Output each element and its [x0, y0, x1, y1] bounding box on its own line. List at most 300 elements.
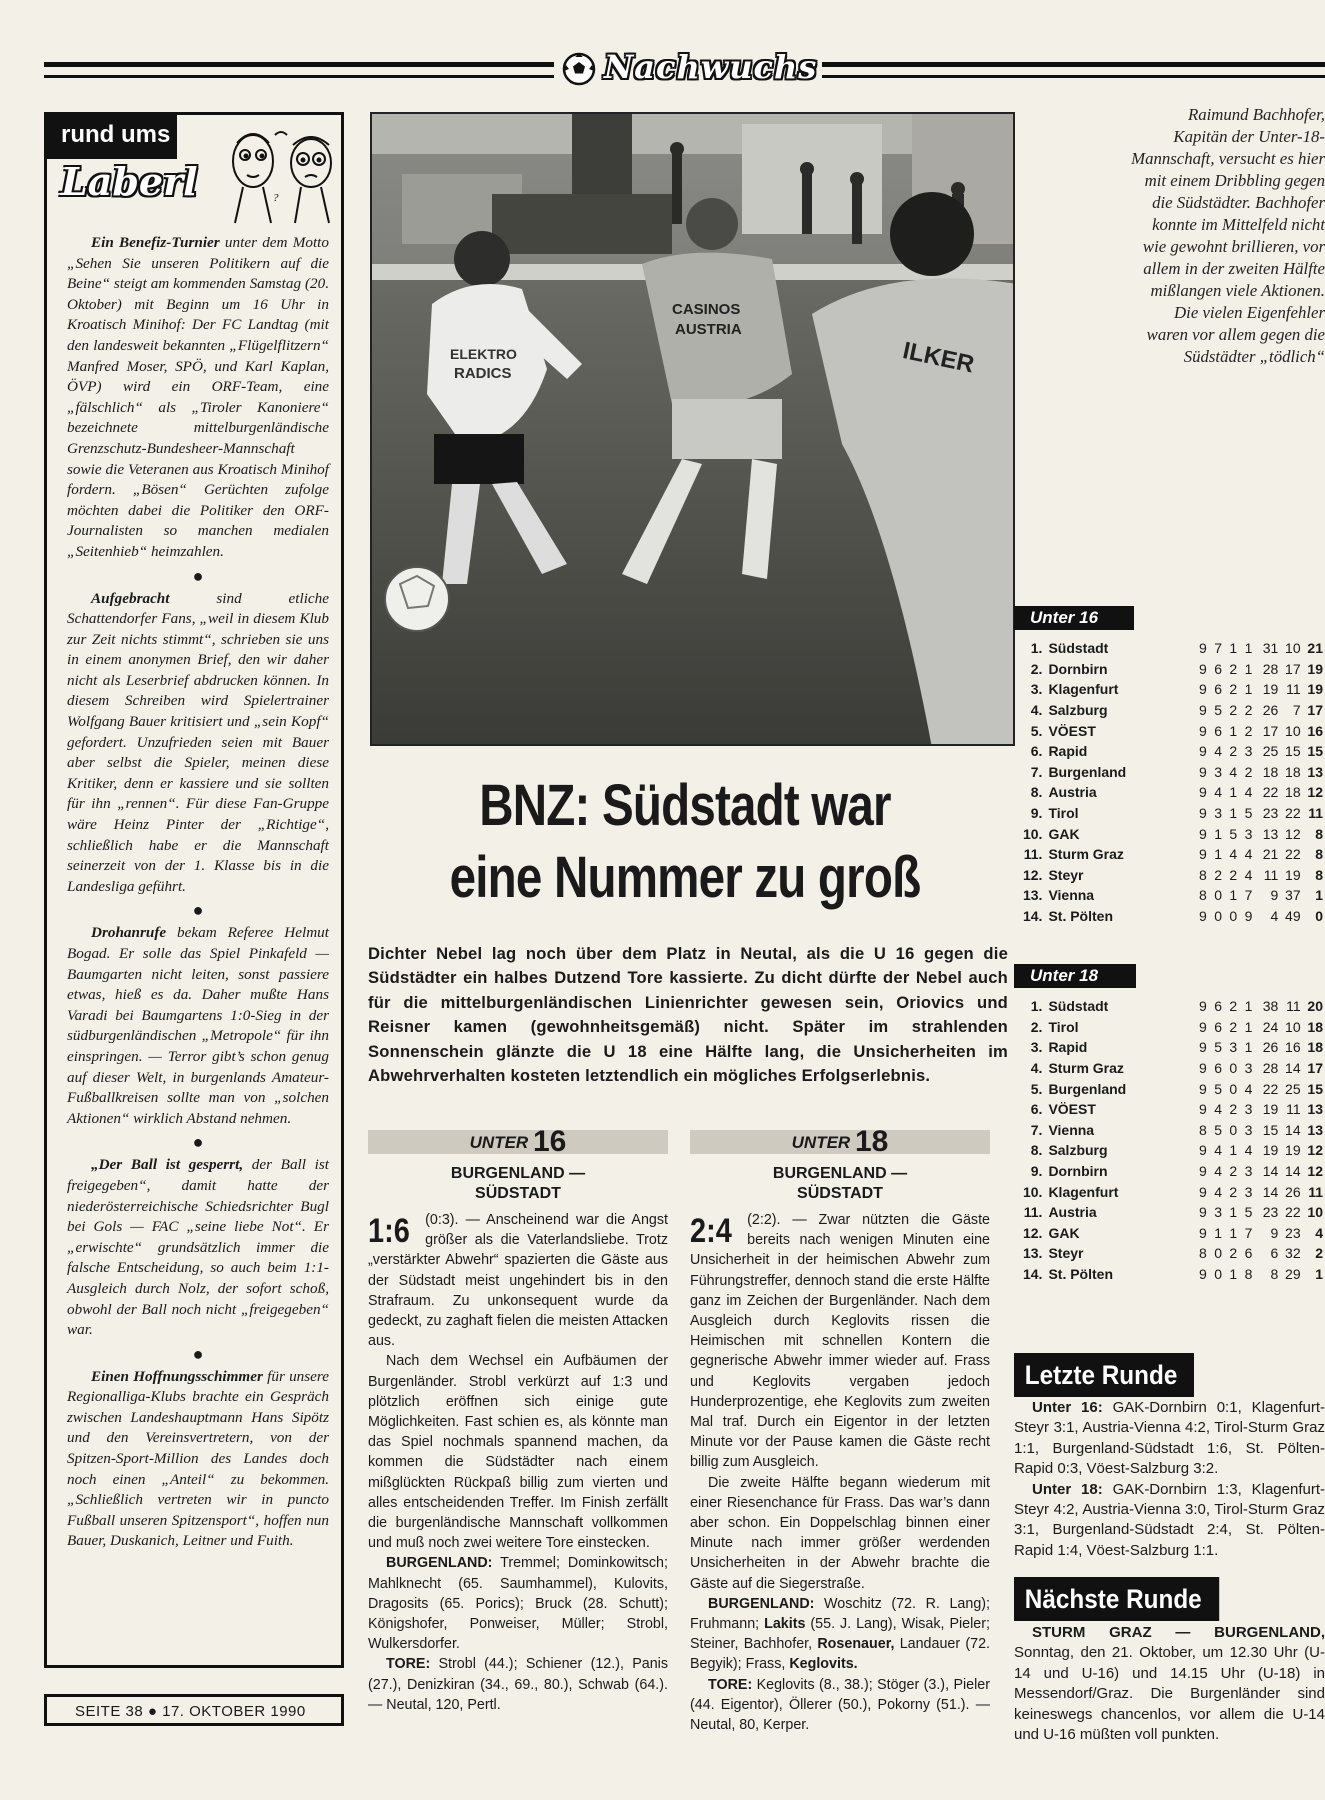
- table-cell: 24: [1262, 1018, 1279, 1035]
- table-row: [1014, 865, 1325, 886]
- table-cell: 9: [1199, 908, 1207, 925]
- table-cell: 4: [1244, 1080, 1253, 1097]
- standings-u16: [1014, 606, 1325, 926]
- table-cell: 1: [1315, 887, 1323, 904]
- table-cell: 38: [1262, 998, 1279, 1015]
- table-cell: VÖEST: [1048, 722, 1096, 739]
- table-cell: 21: [1307, 640, 1323, 657]
- bullet-separator: ●: [192, 1132, 204, 1153]
- table-cell: Vienna: [1048, 1121, 1095, 1138]
- table-cell: 19: [1307, 681, 1323, 698]
- match-tag: [690, 1125, 990, 1158]
- match-body: [368, 1210, 668, 1715]
- match-teams-line-2: SÜDSTADT: [475, 1185, 561, 1202]
- next-round-title: Nächste Runde: [1014, 1577, 1219, 1621]
- lead-paragraph: Dichter Nebel lag noch über dem Platz in Neutal, als die U 16 gegen die Südstädter ein halbes Dutzend Tore kassierte. Zu dicht dürfte der Nebel auch für die mittelburgenländischen Linienrichter gewesen sein, Oriovics und Reisner kamen (gewohnheitsgemäß) nicht. Später im strahlenden Sonnenschein glänzte die U 18 eine Hälfte lang, die Unsicherheiten im Abwehrverhalten kosteten letztendlich ein mögliches Erfolgserlebnis.: [368, 944, 1008, 1086]
- table-cell: 8.: [1030, 1142, 1043, 1159]
- table-cell: 22: [1262, 1080, 1279, 1097]
- table-cell: 3: [1214, 805, 1222, 822]
- table-cell: 15: [1262, 1121, 1279, 1138]
- headline-line-2: eine Nummer zu groß: [449, 845, 921, 910]
- table-cell: 6.: [1030, 1101, 1043, 1118]
- table-cell: 13: [1307, 1121, 1323, 1138]
- table-cell: 1: [1229, 784, 1238, 801]
- table-cell: 5: [1229, 825, 1238, 842]
- table-row: [1014, 844, 1325, 865]
- table-cell: 0: [1229, 908, 1238, 925]
- table-cell: 9: [1199, 681, 1207, 698]
- table-cell: 11.: [1023, 1204, 1043, 1221]
- standings-u18: [1014, 964, 1325, 1284]
- issue-date: 17. OKTOBER 1990: [162, 1703, 306, 1720]
- table-cell: Dornbirn: [1048, 1163, 1108, 1180]
- table-cell: 6: [1214, 660, 1222, 677]
- table-row: [1014, 1202, 1325, 1223]
- standings-table: [1014, 638, 1325, 926]
- table-cell: 9: [1199, 846, 1207, 863]
- table-cell: 22: [1285, 846, 1301, 863]
- table-cell: 15: [1307, 743, 1323, 760]
- table-cell: Dornbirn: [1048, 660, 1108, 677]
- table-row: [1014, 679, 1325, 700]
- table-cell: 12: [1307, 784, 1323, 801]
- table-cell: 14: [1285, 1060, 1301, 1077]
- table-cell: 1: [1244, 681, 1253, 698]
- table-cell: 11: [1286, 998, 1301, 1015]
- table-cell: 2: [1229, 702, 1238, 719]
- table-cell: 8: [1199, 1245, 1207, 1262]
- table-cell: 1: [1244, 660, 1253, 677]
- table-cell: 9: [1199, 640, 1207, 657]
- table-cell: 1: [1229, 1142, 1238, 1159]
- table-cell: 1: [1244, 640, 1253, 657]
- table-cell: 11: [1308, 805, 1323, 822]
- table-cell: 6: [1270, 1245, 1279, 1262]
- table-cell: 9: [1199, 1018, 1207, 1035]
- table-cell: 8: [1199, 887, 1207, 904]
- table-cell: 7.: [1030, 1121, 1043, 1138]
- table-cell: 5: [1214, 1039, 1222, 1056]
- sidebar-item-text: für unsere Regionalliga-Klubs brachte ein Gespräch zwischen Landeshauptmann Hans Sipötz und den Vereinsvertretern, von der Spitzen-Sport-Million des Landes doch noch einen „Anteil“ zu bekommen. „Schließlich vertreten wir in puncto Fußball unseren Spitzensport“, hoffen nun Bauer, Duskanich, Leitner und Fuith.: [67, 1367, 330, 1550]
- table-row: [1014, 1120, 1325, 1141]
- sidebar-items: [67, 233, 329, 1552]
- table-cell: 7: [1214, 640, 1222, 657]
- table-row: [1014, 1058, 1325, 1079]
- table-cell: 6: [1214, 1018, 1222, 1035]
- match-report-u16: [368, 1125, 668, 1715]
- table-row: [1014, 1243, 1325, 1264]
- table-row: [1014, 659, 1325, 680]
- table-cell: 4: [1214, 1142, 1222, 1159]
- table-cell: 2: [1229, 1183, 1238, 1200]
- shirt-text-left-2: RADICS: [454, 365, 512, 382]
- last-round-results: [1014, 1398, 1325, 1561]
- table-cell: 5.: [1030, 1080, 1043, 1097]
- round-label: STURM GRAZ — BURGENLAND,: [1032, 1624, 1325, 1641]
- table-cell: 9: [1199, 702, 1207, 719]
- table-row: [1014, 1264, 1325, 1285]
- match-teams: [368, 1164, 668, 1204]
- table-cell: St. Pölten: [1048, 1266, 1113, 1283]
- table-cell: 22: [1262, 784, 1279, 801]
- last-round-u16: [1014, 1398, 1325, 1480]
- lineup-text: Tremmel; Dominkowitsch; Mahlknecht (65. Saumhammel), Kulovits, Dragosits (65. Porics); Bruck (28. Schutt); Königshofer, Ponweiser, Müller; Strobl, Wulkersdorfer.: [368, 1555, 668, 1653]
- table-cell: 4: [1214, 743, 1222, 760]
- table-cell: 1: [1214, 1224, 1222, 1241]
- table-cell: 11.: [1023, 846, 1043, 863]
- table-cell: 19: [1262, 681, 1279, 698]
- table-cell: 0: [1229, 1060, 1238, 1077]
- table-cell: 5: [1214, 1121, 1222, 1138]
- table-cell: 3: [1214, 1204, 1222, 1221]
- table-cell: 2: [1229, 998, 1238, 1015]
- table-cell: 9: [1270, 887, 1279, 904]
- table-cell: 28: [1262, 660, 1279, 677]
- table-cell: 13: [1307, 1101, 1323, 1118]
- table-cell: 19: [1285, 866, 1301, 883]
- table-cell: 2: [1214, 866, 1222, 883]
- table-cell: 2: [1229, 1163, 1238, 1180]
- table-cell: 9: [1199, 1224, 1207, 1241]
- table-cell: 18: [1307, 1039, 1323, 1056]
- table-cell: 2: [1229, 866, 1238, 883]
- table-cell: 3: [1244, 1060, 1253, 1077]
- table-cell: 5.: [1030, 722, 1043, 739]
- table-cell: 3.: [1030, 681, 1043, 698]
- match-teams-line-1: BURGENLAND —: [772, 1165, 908, 1182]
- table-cell: 13.: [1022, 887, 1043, 904]
- table-cell: 11: [1286, 681, 1301, 698]
- table-cell: 1: [1214, 846, 1222, 863]
- page-footer: [44, 1694, 344, 1726]
- table-cell: Klagenfurt: [1048, 1183, 1119, 1200]
- table-cell: 2: [1229, 1018, 1238, 1035]
- table-row: [1014, 996, 1325, 1017]
- photo-caption: Raimund Bachhofer, Kapitän der Unter-18-Mannschaft, versucht es hier mit einem Dribbling gegen die Südstädter. Bachhofer konnte im Mittelfeld nicht wie gewohnt brillieren, vor allem in der zweiten Hälfte mißlangen viele Aktionen. Die vielen Eigenfehler waren vor allem gegen die Südstädter „tödlich“: [1131, 105, 1325, 366]
- table-cell: 9: [1199, 743, 1207, 760]
- match-goals: [690, 1675, 990, 1736]
- table-cell: 2: [1244, 722, 1253, 739]
- match-score: 1:6: [368, 1212, 410, 1250]
- table-cell: 14: [1285, 1163, 1301, 1180]
- table-cell: 10: [1307, 1204, 1323, 1221]
- table-cell: 8: [1315, 825, 1323, 842]
- table-cell: 0: [1214, 1266, 1222, 1283]
- table-cell: 9: [1270, 1224, 1279, 1241]
- table-cell: Rapid: [1048, 1039, 1088, 1056]
- table-cell: 1: [1229, 640, 1238, 657]
- table-cell: 4: [1229, 846, 1238, 863]
- table-cell: Rapid: [1048, 743, 1088, 760]
- table-row: [1014, 1223, 1325, 1244]
- table-cell: 12: [1307, 1163, 1323, 1180]
- table-cell: 12: [1285, 825, 1301, 842]
- table-cell: 28: [1262, 1060, 1279, 1077]
- table-cell: 26: [1262, 702, 1279, 719]
- match-paragraph: (0:3). — Anscheinend war die Angst größer als die Vaterlandsliebe. Trotz „verstärkter Abwehr“ spazierten die Gäste aus der Südstadt meist ungehindert bis in den Strafraum. Zu unkonsequent wurde da gedeckt, zu zaghaft fielen die meisten Attacken aus.: [368, 1212, 668, 1350]
- table-row: [1014, 638, 1325, 659]
- table-cell: 9: [1199, 998, 1207, 1015]
- footer-bullet: ●: [147, 1703, 158, 1720]
- table-cell: 17: [1262, 722, 1279, 739]
- table-cell: 49: [1285, 908, 1301, 925]
- table-cell: 3: [1214, 763, 1222, 780]
- table-cell: 4: [1270, 908, 1279, 925]
- table-cell: 14: [1285, 1121, 1301, 1138]
- bullet-separator: ●: [192, 565, 204, 586]
- match-teams: [690, 1164, 990, 1204]
- table-row: [1014, 1017, 1325, 1038]
- table-cell: 12.: [1022, 1224, 1043, 1241]
- table-cell: 6: [1214, 998, 1222, 1015]
- table-cell: 7: [1244, 887, 1253, 904]
- table-cell: 4: [1214, 1183, 1222, 1200]
- table-cell: 2: [1229, 660, 1238, 677]
- table-cell: 2: [1244, 763, 1253, 780]
- table-cell: Salzburg: [1048, 702, 1108, 719]
- table-cell: 4.: [1030, 1060, 1043, 1077]
- table-cell: 3: [1244, 825, 1253, 842]
- table-cell: 1: [1229, 1224, 1238, 1241]
- table-cell: 6: [1214, 1060, 1222, 1077]
- table-cell: 12.: [1022, 866, 1043, 883]
- table-cell: 9: [1199, 1142, 1207, 1159]
- lineup-player-bold: Rosenauer,: [817, 1636, 895, 1653]
- table-cell: 0: [1229, 1121, 1238, 1138]
- table-cell: 19: [1285, 1142, 1301, 1159]
- table-cell: 6: [1244, 1245, 1253, 1262]
- table-cell: 32: [1285, 1245, 1301, 1262]
- table-cell: 6.: [1030, 743, 1043, 760]
- table-cell: 3: [1244, 743, 1253, 760]
- svg-text:?: ?: [273, 192, 279, 204]
- table-cell: 1: [1244, 998, 1253, 1015]
- table-row: [1014, 720, 1325, 741]
- match-body: [690, 1210, 990, 1735]
- table-cell: 9: [1199, 1266, 1207, 1283]
- sidebar-item: [67, 589, 329, 898]
- table-cell: 2.: [1030, 660, 1043, 677]
- sidebar-item: [67, 923, 329, 1129]
- table-cell: 3: [1244, 1183, 1253, 1200]
- table-cell: 18: [1285, 784, 1301, 801]
- table-cell: 1: [1229, 1204, 1238, 1221]
- table-cell: 18: [1262, 763, 1279, 780]
- lineup-label: BURGENLAND:: [386, 1555, 493, 1572]
- table-cell: 29: [1285, 1266, 1301, 1283]
- table-cell: 10: [1285, 1018, 1301, 1035]
- round-label: Unter 16:: [1032, 1399, 1103, 1416]
- bullet-separator: ●: [192, 900, 204, 921]
- table-cell: 22: [1285, 1204, 1301, 1221]
- table-cell: 21: [1262, 846, 1279, 863]
- table-cell: 3.: [1030, 1039, 1043, 1056]
- table-cell: 22: [1285, 805, 1301, 822]
- table-cell: VÖEST: [1048, 1101, 1096, 1118]
- table-cell: 9.: [1030, 1163, 1043, 1180]
- table-cell: 12: [1307, 1142, 1323, 1159]
- table-cell: GAK: [1048, 1224, 1080, 1241]
- table-cell: 37: [1285, 887, 1301, 904]
- headline-line-1: BNZ: Südstadt war: [479, 773, 891, 838]
- table-cell: 9: [1199, 1039, 1207, 1056]
- table-cell: 10: [1285, 640, 1301, 657]
- table-cell: 5: [1244, 805, 1253, 822]
- table-cell: Steyr: [1048, 1245, 1084, 1262]
- table-cell: 0: [1315, 908, 1323, 925]
- match-tag-number: 18: [854, 1125, 889, 1158]
- table-cell: Burgenland: [1048, 1080, 1127, 1097]
- table-cell: 9: [1199, 1183, 1207, 1200]
- table-cell: 4: [1244, 784, 1253, 801]
- table-cell: 5: [1214, 1080, 1222, 1097]
- table-cell: 19: [1262, 1142, 1279, 1159]
- sidebar-header: [47, 115, 341, 227]
- table-cell: 7.: [1030, 763, 1043, 780]
- sidebar-title-script: Laberl: [61, 159, 198, 204]
- table-row: [1014, 1161, 1325, 1182]
- match-tag-word: UNTER: [791, 1133, 851, 1152]
- table-cell: 4: [1229, 763, 1238, 780]
- table-cell: 5: [1244, 1204, 1253, 1221]
- table-cell: Burgenland: [1048, 763, 1127, 780]
- table-cell: 11: [1263, 866, 1279, 883]
- sidebar-item-lead: Drohanrufe: [91, 924, 167, 942]
- table-cell: 13.: [1022, 1245, 1043, 1262]
- sidebar-item: [67, 233, 329, 563]
- table-cell: 4: [1315, 1224, 1323, 1241]
- table-cell: 9: [1199, 1060, 1207, 1077]
- next-round-info: [1014, 1623, 1325, 1745]
- table-cell: 4: [1244, 1142, 1253, 1159]
- lineup-text: Woschitz (72. R. Lang); Fruhmann;: [690, 1595, 990, 1633]
- match-tag-number: 16: [532, 1125, 567, 1158]
- table-cell: 14.: [1022, 908, 1043, 925]
- table-cell: Südstadt: [1048, 640, 1109, 657]
- table-cell: Tirol: [1048, 805, 1079, 822]
- sidebar-item: [67, 1367, 329, 1552]
- table-cell: 8: [1270, 1266, 1279, 1283]
- header-rule-right: [822, 62, 1325, 78]
- sidebar-title: rund ums: [61, 121, 171, 148]
- table-cell: 17: [1285, 660, 1301, 677]
- match-paragraph: Nach dem Wechsel ein Aufbäumen der Burgenländer. Strobl verkürzt auf 1:3 und plötzlich eröffnen sich einige gute Möglichkeiten. Fast schien es, als könnte man das Spiel nochmals spannend machen, da kommen die Südstädter nach einem mißglückten Rückpaß billig zum vierten und alles entscheidenden Treffer. Im Finish zerfällt die burgenländische Mannschaft vollkommen und muß noch zwei weitere Tore einstecken.: [368, 1353, 668, 1552]
- header-rule-left: [44, 62, 554, 78]
- table-row: [1014, 823, 1325, 844]
- round-text: GAK-Dornbirn 1:3, Klagenfurt-Steyr 4:2, Austria-Vienna 3:0, Tirol-Sturm Graz 3:1, Burgenland-Südstadt 2:4, St. Pölten-Rapid 1:4, Vöest-Salzburg 1:1.: [1014, 1480, 1325, 1559]
- table-cell: 9: [1199, 805, 1207, 822]
- table-cell: 23: [1262, 805, 1279, 822]
- table-cell: 1: [1229, 805, 1238, 822]
- table-cell: 18: [1307, 1018, 1323, 1035]
- table-cell: 25: [1262, 743, 1279, 760]
- table-cell: 6: [1214, 722, 1222, 739]
- sidebar-item-text: sind etliche Schattendorfer Fans, „weil in diesem Klub zur Zeit nichts stimmt“, schrieben sie uns in einem anonymen Brief, den wir daher nicht als Leserbrief abdrucken können. In diesem Schreiben wird Spielertrainer Wolfgang Bauer kritisiert und „sein Kopf“ gefordert. Unzufrieden seien mit Bauer aber selbst die Spieler, meinen diese Kritiker, denn er kassiere und sie sollten für ihn „rennen“. Für diese Fan-Gruppe wäre Heinz Pinter der „Richtige“, schließlich habe er die Mannschaft seinerzeit von der 1. Klasse bis in die Landesliga geführt.: [67, 589, 329, 895]
- table-cell: 31: [1262, 640, 1279, 657]
- table-tag: Unter 18: [1014, 964, 1136, 988]
- table-cell: 11: [1286, 1101, 1301, 1118]
- sidebar-item-text: unter dem Motto „Sehen Sie unseren Politikern auf die Beine“ steigt am kommenden Samstag (20. Oktober) mit Beginn um 16 Uhr in Kroatisch Minihof: Der FC Landtag (mit den landesweit bekannten „Flügelflitzern“ Manfred Moser, SPÖ, und Karl Kaplan, ÖVP) wird ein ORF-Team, eine „fälschlich“ als „Tiroler Kanoniere“ bezeichnete mittelburgenländische Grenzschutz-Bundesheer-Mannschaft sowie die Veteranen aus Kroatisch Minihof fordern. „Bösen“ Gerüchten zufolge möchten dabei die Politiker den ORF-Journalisten so manchen medialen „Seitenhieb“ heimzahlen.: [67, 234, 329, 560]
- match-report-u18: [690, 1125, 990, 1735]
- table-cell: 2: [1229, 681, 1238, 698]
- table-cell: 7: [1244, 1224, 1253, 1241]
- table-cell: 2: [1229, 1245, 1238, 1262]
- table-cell: 9: [1199, 722, 1207, 739]
- table-cell: 9: [1244, 908, 1253, 925]
- sidebar-item-lead: Aufgebracht: [91, 589, 170, 607]
- table-cell: 4: [1244, 846, 1253, 863]
- round-label: Unter 18:: [1032, 1480, 1103, 1498]
- table-cell: 13: [1307, 763, 1323, 780]
- table-cell: 3: [1244, 1163, 1253, 1180]
- table-cell: 9: [1199, 825, 1207, 842]
- table-cell: 3: [1229, 1039, 1238, 1056]
- table-cell: 1: [1244, 1039, 1253, 1056]
- table-cell: 3: [1244, 1121, 1253, 1138]
- table-cell: 7: [1292, 702, 1301, 719]
- match-paragraph: Die zweite Hälfte begann wiederum mit einer Riesenchance für Frass. Das war’s dann aber schon. Ein Doppelschlag binnen einer Minute nach immer größer werdenden Unsicherheiten in der Abwehr brachte die Gäste auf die Siegerstraße.: [690, 1474, 990, 1592]
- table-cell: 0: [1214, 1245, 1222, 1262]
- table-cell: 2: [1229, 1101, 1238, 1118]
- table-cell: Sturm Graz: [1048, 846, 1124, 863]
- table-cell: 11: [1308, 1183, 1323, 1200]
- table-tag: Unter 16: [1014, 606, 1134, 630]
- table-cell: 14: [1262, 1163, 1279, 1180]
- table-cell: 15: [1285, 743, 1301, 760]
- table-cell: 2: [1244, 702, 1253, 719]
- goals-label: TORE:: [386, 1656, 431, 1673]
- table-cell: 1: [1229, 887, 1238, 904]
- table-cell: 19: [1262, 1101, 1279, 1118]
- shirt-text-right: ILKER: [900, 337, 977, 379]
- table-cell: Steyr: [1048, 866, 1084, 883]
- sidebar-item-text: bekam Referee Helmut Bogad. Er solle das Spiel Pinkafeld — Baumgarten nicht leiten, sonst passiere etwas, hieß es da. Daher mußte Hans Varadi bei Baumgartens 1:0-Sieg in der südburgenländischen „Metropole“ für ihn einspringen. — Terror gibt’s schon genug auf dieser Welt, in burgenlands Amateur-Fußballkreisen sollte man von „solchen Aktionen“ wirklich Abstand nehmen.: [67, 924, 329, 1127]
- table-row: [1014, 1037, 1325, 1058]
- table-cell: 25: [1285, 1080, 1301, 1097]
- next-round-paragraph: [1014, 1623, 1325, 1745]
- table-row: [1014, 1078, 1325, 1099]
- match-paragraph: (2:2). — Zwar nützten die Gäste bereits nach wenigen Minuten eine Unsicherheit in der heimischen Abwehr zum Führungstreffer, dennoch stand die erste Hälfte ganz im Zeichen der Burgenländer. Nach dem Ausgleich durch Keglovits rissen die Heimischen mit schnellen Kontern die gegnerische Abwehr immer wieder auf. Frass und Keglovits vergaben jedoch Hunderprozentige, ehe Keglovits zum zweiten Mal traf. Durch ein Eigentor in der letzten Minute vor der Pause kamen die Gäste recht billig zum Ausgleich.: [690, 1212, 990, 1471]
- lineup-player-bold: Lakits: [764, 1616, 806, 1633]
- table-row: [1014, 803, 1325, 824]
- table-cell: Sturm Graz: [1048, 1060, 1124, 1077]
- table-cell: St. Pölten: [1048, 908, 1113, 925]
- sidebar-item: [67, 1155, 329, 1340]
- lineup-player-bold: Keglovits.: [789, 1656, 858, 1673]
- table-cell: 1: [1229, 1266, 1238, 1283]
- match-lineup: [368, 1553, 668, 1654]
- table-cell: 4: [1214, 1163, 1222, 1180]
- table-cell: 5: [1214, 702, 1222, 719]
- table-cell: 20: [1307, 998, 1323, 1015]
- shirt-text-mid-1: CASINOS: [672, 301, 741, 318]
- goals-text: Keglovits (8., 38.); Stöger (3.), Pieler (44. Eigentor), Öllerer (50.), Pokorny (51.). — Neutal, 80, Kerper.: [690, 1676, 990, 1734]
- table-cell: Tirol: [1048, 1018, 1079, 1035]
- table-cell: 26: [1262, 1039, 1279, 1056]
- table-cell: 16: [1307, 722, 1323, 739]
- table-cell: 4: [1214, 784, 1222, 801]
- shirt-text-mid-2: AUSTRIA: [675, 321, 742, 338]
- table-cell: 14: [1262, 1183, 1279, 1200]
- lineup-text: Landauer (72. Begyik); Frass,: [690, 1636, 990, 1673]
- table-cell: 9: [1199, 1080, 1207, 1097]
- sidebar-item-text: der Ball ist freigegeben“, damit hatte der niederösterreichische Schiedsrichter Bugl bei Gols — FAC „seine liebe Not“. Er „erwischte“ grundsätzlich immer die falsche Entscheidung, so auch beim 1:1-Ausgleich durch Nolz, der sofort schoß, obwohl der Ball noch nicht „freigegeben“ war.: [67, 1156, 329, 1339]
- table-cell: 19: [1307, 660, 1323, 677]
- table-cell: 9: [1199, 1101, 1207, 1118]
- table-cell: 9: [1199, 763, 1207, 780]
- match-photo-drawing: [372, 114, 1015, 746]
- table-cell: 4: [1244, 866, 1253, 883]
